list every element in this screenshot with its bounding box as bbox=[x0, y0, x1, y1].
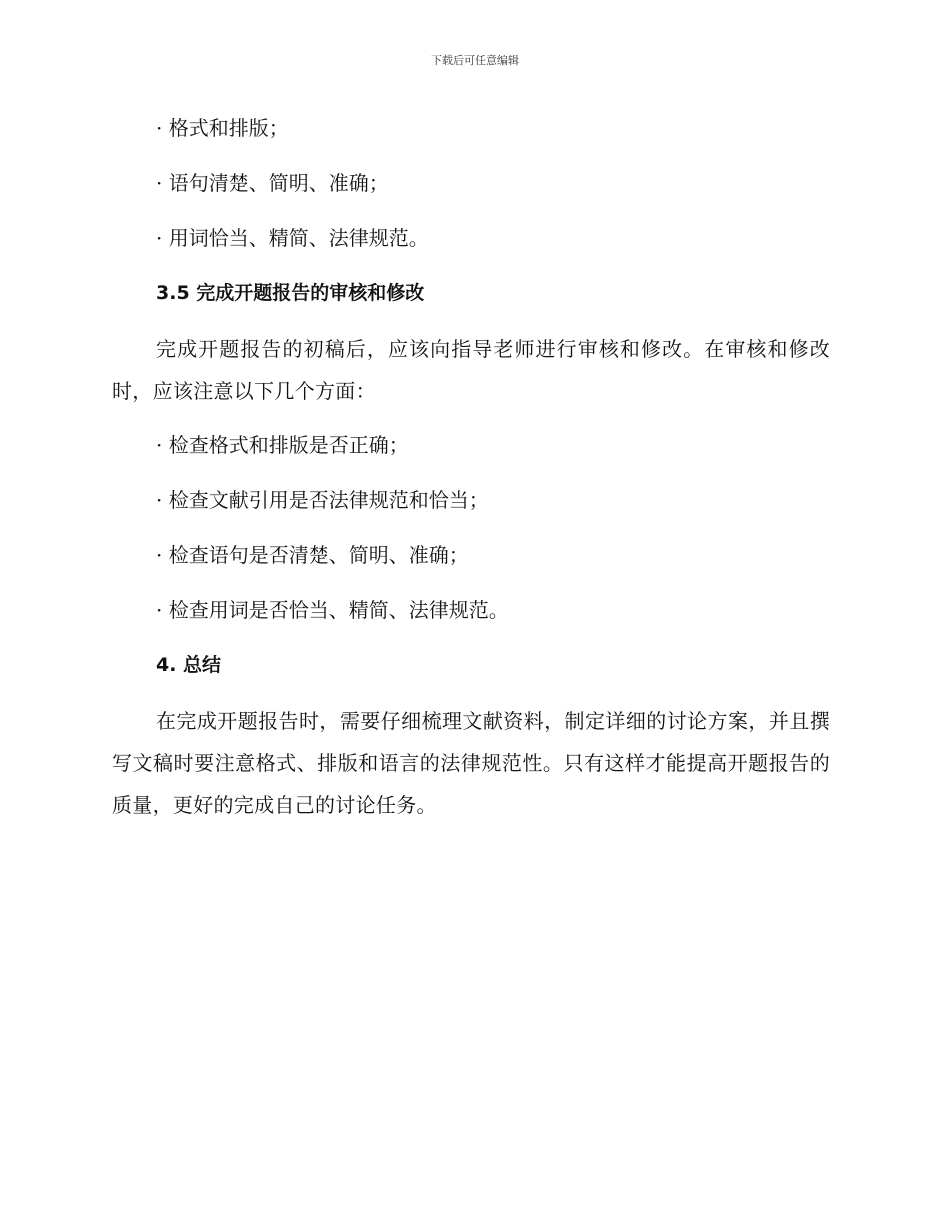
list-item: · 检查语句是否清楚、简明、准确； bbox=[156, 543, 469, 567]
list-item: · 格式和排版； bbox=[156, 116, 289, 140]
section-heading-4: 4. 总结 bbox=[156, 654, 222, 676]
page-header: 下载后可任意编辑 bbox=[431, 54, 519, 67]
list-item: · 检查格式和排版是否正确； bbox=[156, 433, 409, 457]
paragraph-review: 完成开题报告的初稿后，应该向指导老师进行审核和修改。在审核和修改时，应该注意以下几个方面： bbox=[112, 337, 830, 403]
document-body bbox=[112, 108, 830, 839]
section-heading-3-5: 3.5 完成开题报告的审核和修改 bbox=[156, 282, 425, 304]
list-item: · 检查文献引用是否法律规范和恰当； bbox=[156, 488, 489, 512]
list-item: · 检查用词是否恰当、精简、法律规范。 bbox=[156, 598, 509, 622]
paragraph-summary: 在完成开题报告时，需要仔细梳理文献资料，制定详细的讨论方案，并且撰写文稿时要注意格式、排版和语言的法律规范性。只有这样才能提高开题报告的质量，更好的完成自己的讨论任务。 bbox=[112, 709, 830, 817]
list-item: · 用词恰当、精简、法律规范。 bbox=[156, 226, 429, 250]
list-item: · 语句清楚、简明、准确； bbox=[156, 171, 389, 195]
